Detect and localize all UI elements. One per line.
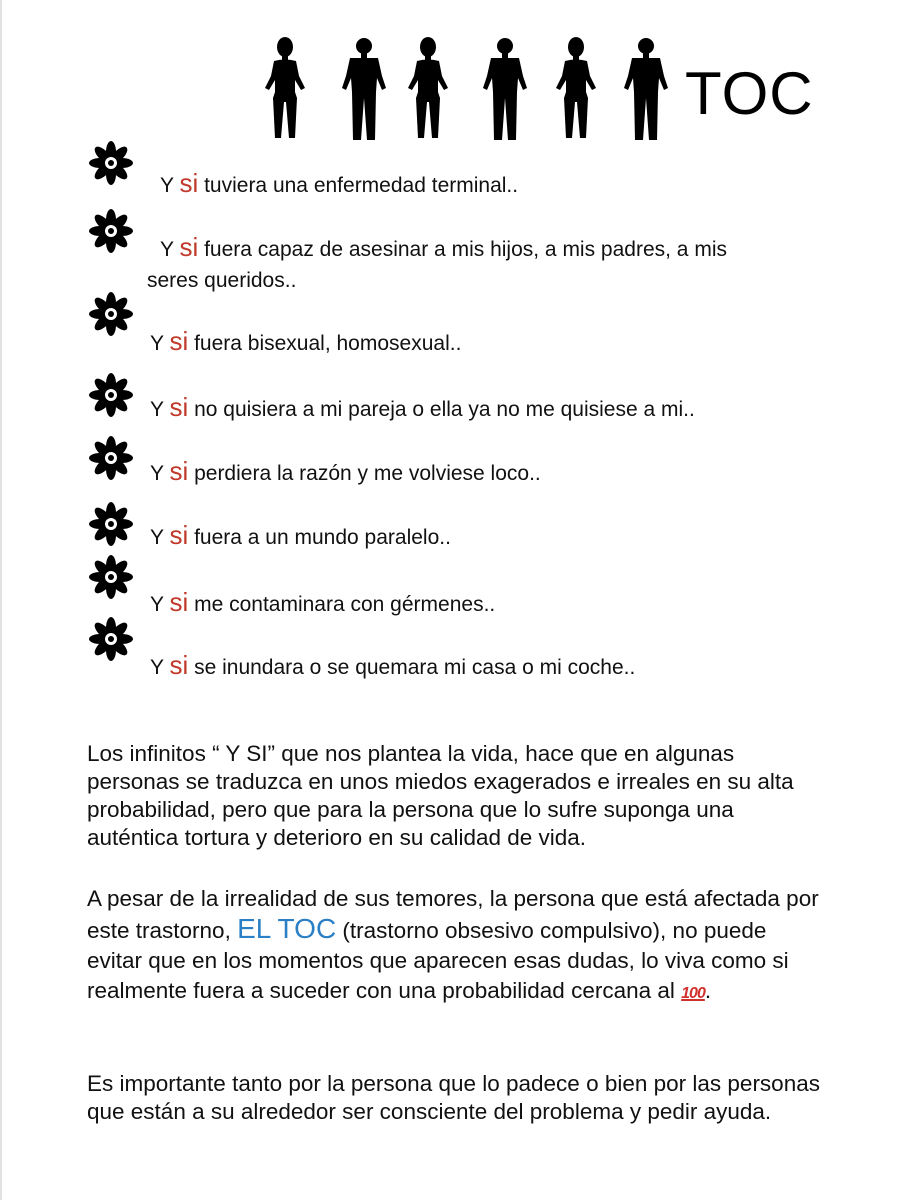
si-word: si bbox=[169, 456, 189, 486]
flower-bullet-icon bbox=[87, 615, 135, 663]
person-silhouette-icon bbox=[553, 36, 599, 142]
list-item bbox=[160, 166, 518, 203]
item-prefix: Y bbox=[150, 656, 170, 679]
si-word: si bbox=[169, 587, 189, 617]
item-text: fuera capaz de asesinar a mis hijos, a mis padres, a mis bbox=[198, 238, 727, 261]
flower-bullet-icon bbox=[87, 434, 135, 482]
person-silhouette-icon bbox=[262, 36, 308, 142]
person-silhouette-icon bbox=[405, 36, 451, 142]
si-word: si bbox=[179, 232, 199, 262]
paragraph-toc bbox=[87, 884, 827, 1009]
list-item bbox=[150, 648, 635, 685]
paragraph-help: Es importante tanto por la persona que lo padece o bien por las personas que están a su alrededor ser consciente del problema y pedir ayuda. bbox=[87, 1071, 820, 1124]
flower-bullet-icon bbox=[87, 290, 135, 338]
list-item bbox=[150, 324, 461, 361]
item-text: se inundara o se quemara mi casa o mi coche.. bbox=[188, 656, 636, 679]
header bbox=[262, 36, 862, 146]
item-text: no quisiera a mi pareja o ella ya no me quisiese a mi.. bbox=[188, 398, 695, 421]
flower-bullet-icon bbox=[87, 207, 135, 255]
flower-bullet-icon bbox=[87, 500, 135, 548]
list-item bbox=[150, 390, 695, 427]
paragraph-intro: Los infinitos “ Y SI” que nos plantea la vida, hace que en algunas personas se traduzca en unos miedos exagerados e irreales en su alta probabilidad, pero que para la persona que lo sufre suponga una auténtica tortura y deterioro en su calidad de vida. bbox=[87, 741, 794, 850]
toc-highlight: EL TOC bbox=[237, 913, 337, 944]
list-item bbox=[150, 585, 495, 622]
si-word: si bbox=[169, 392, 189, 422]
page-left-border bbox=[0, 0, 2, 1200]
item-text: me contaminara con gérmenes.. bbox=[188, 593, 496, 616]
page-title: TOC bbox=[685, 60, 814, 127]
item-prefix: Y bbox=[150, 462, 170, 485]
paragraph-text: . bbox=[704, 978, 712, 1003]
item-text: perdiera la razón y me volviese loco.. bbox=[188, 462, 541, 485]
item-prefix: Y bbox=[160, 174, 180, 197]
item-prefix: Y bbox=[150, 526, 170, 549]
item-prefix: Y bbox=[160, 238, 180, 261]
item-text: tuviera una enfermedad terminal.. bbox=[198, 174, 519, 197]
list-item-continuation: seres queridos.. bbox=[147, 269, 297, 292]
si-word: si bbox=[169, 520, 189, 550]
list-item bbox=[150, 454, 541, 491]
si-word: si bbox=[179, 168, 199, 198]
flower-bullet-icon bbox=[87, 371, 135, 419]
item-text: fuera bisexual, homosexual.. bbox=[188, 332, 462, 355]
flower-bullet-icon bbox=[87, 139, 135, 187]
si-word: si bbox=[169, 326, 189, 356]
item-prefix: Y bbox=[150, 593, 170, 616]
si-word: si bbox=[169, 650, 189, 680]
flower-bullet-icon bbox=[87, 553, 135, 601]
hundred-points-icon: 100 bbox=[681, 985, 705, 1002]
item-prefix: Y bbox=[150, 398, 170, 421]
person-silhouette-icon bbox=[623, 36, 669, 142]
list-item bbox=[160, 230, 727, 267]
paragraph-text: A pesar de la irrealidad de sus temores, la persona que está afectada por este trastorno, bbox=[87, 886, 819, 943]
list-item bbox=[150, 518, 451, 555]
item-prefix: Y bbox=[150, 332, 170, 355]
person-silhouette-icon bbox=[341, 36, 387, 142]
person-silhouette-icon bbox=[482, 36, 528, 142]
paragraph-text: (trastorno obsesivo compulsivo), no puede evitar que en los momentos que aparecen esas dudas, lo viva como si realmente fuera a suceder con una probabilidad cercana al bbox=[87, 918, 789, 1003]
item-text: fuera a un mundo paralelo.. bbox=[188, 526, 451, 549]
